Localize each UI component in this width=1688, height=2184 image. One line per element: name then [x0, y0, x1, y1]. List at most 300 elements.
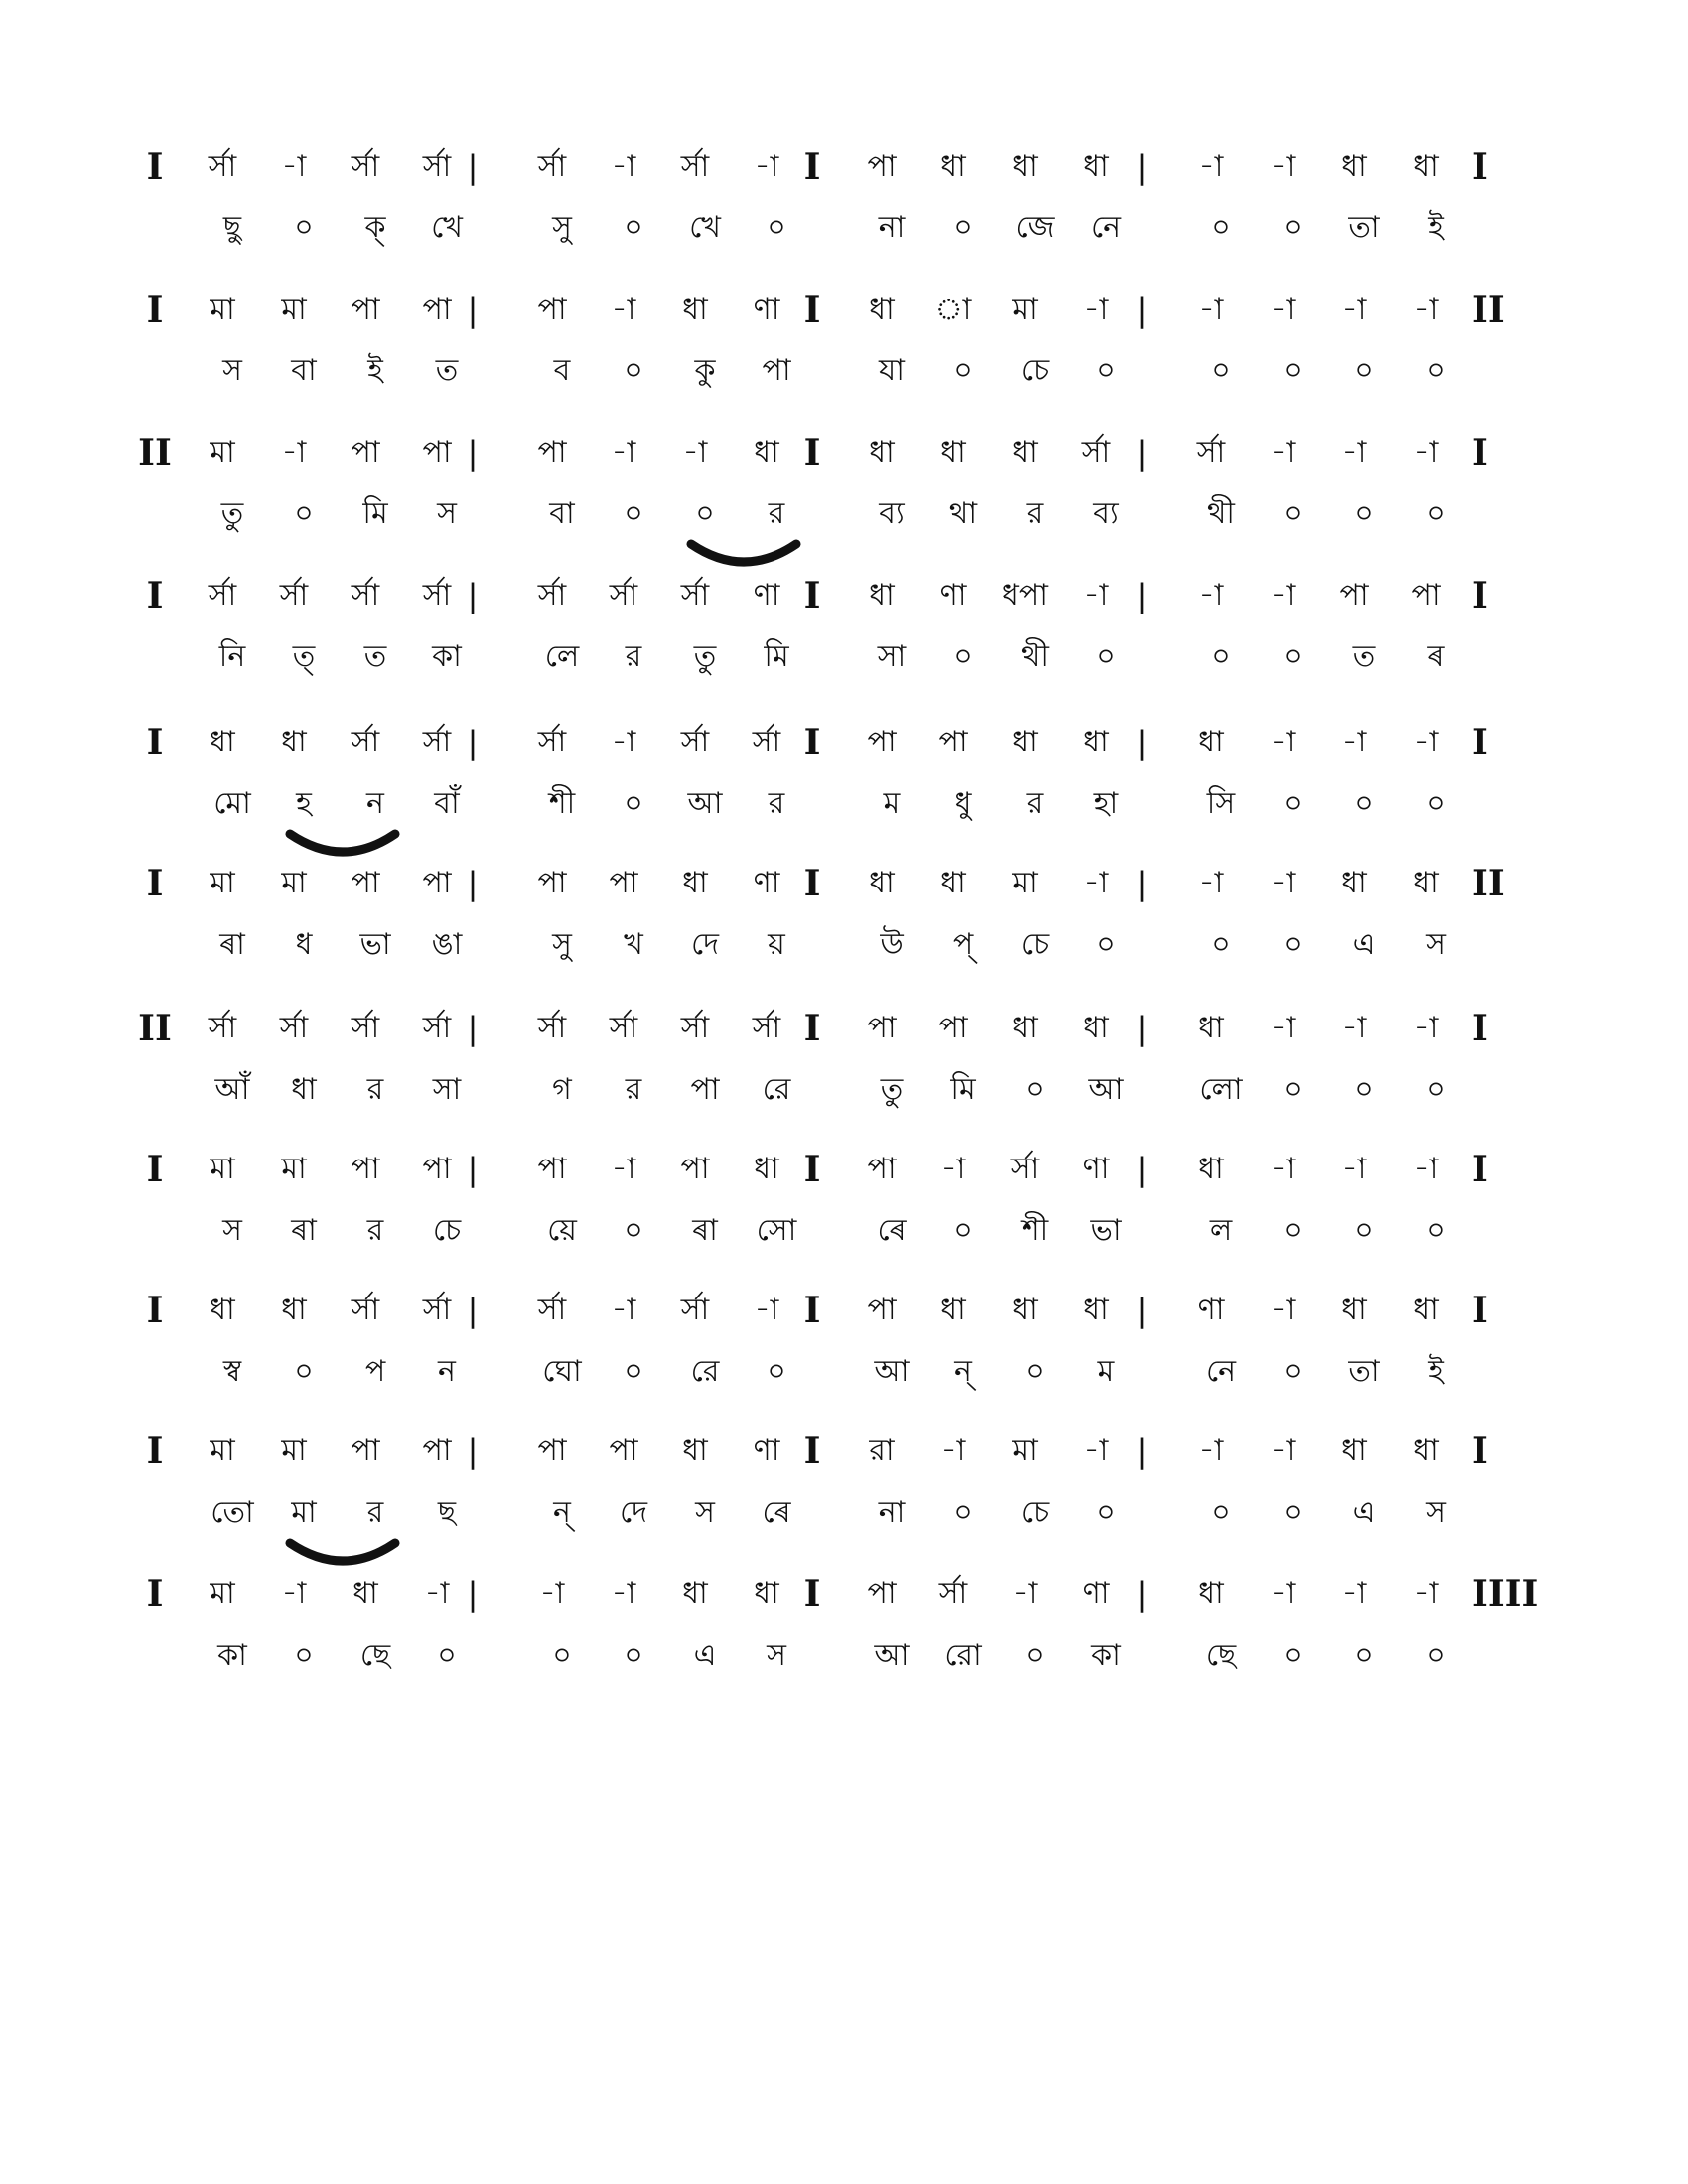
- note-cell: পা: [1339, 578, 1369, 613]
- lyric-syllable: আ: [687, 786, 723, 821]
- lyric-syllable: সু: [552, 927, 572, 962]
- note-cell: পা: [537, 292, 567, 327]
- lyric-syllable: স: [222, 1213, 242, 1248]
- note-cell: মা: [1012, 1433, 1038, 1468]
- lyric-syllable: ০: [294, 1638, 314, 1673]
- note-cell: ণা: [1082, 1576, 1110, 1611]
- note-cell: মা: [210, 1576, 235, 1611]
- lyric-syllable: স্ব: [222, 1354, 242, 1389]
- lyric-syllable: র: [625, 639, 642, 674]
- lyric-syllable: ছে: [1205, 1638, 1237, 1673]
- note-cell: ধা: [281, 1293, 307, 1327]
- lyric-syllable: স: [767, 1638, 786, 1673]
- lyric-syllable: ০: [953, 1213, 973, 1248]
- lyric-syllable: দে: [620, 1495, 647, 1530]
- lyric-syllable: স: [437, 496, 457, 531]
- note-cell: -া: [1270, 149, 1296, 184]
- end-barline: II: [1472, 289, 1505, 331]
- note-cell: পা: [351, 866, 380, 900]
- lyric-syllable: র: [768, 786, 785, 821]
- barline: |: [1136, 1575, 1148, 1613]
- lyric-syllable: ০: [1354, 496, 1374, 531]
- lyric-syllable: পা: [690, 1072, 720, 1107]
- note-cell: র্সা: [279, 578, 309, 613]
- lyric-syllable: মো: [213, 786, 251, 821]
- note-cell: -া: [1198, 1433, 1224, 1468]
- note-cell: পা: [422, 435, 452, 470]
- note-cell: পা: [867, 725, 897, 759]
- note-cell: র্সা: [351, 149, 380, 184]
- note-cell: -া: [424, 1576, 450, 1611]
- lyric-syllable: ০: [624, 353, 643, 388]
- note-cell: ধা: [1012, 1011, 1038, 1045]
- lyric-syllable: তা: [1348, 1354, 1380, 1389]
- start-barline: I: [146, 575, 164, 616]
- note-cell: পা: [609, 1433, 638, 1468]
- note-cell: -া: [1341, 725, 1367, 759]
- end-barline: I: [1472, 1290, 1488, 1331]
- swaralipi-row: [0, 1424, 1688, 1479]
- lyrics-row: [0, 343, 1688, 399]
- lyric-syllable: ব্য: [1093, 496, 1119, 531]
- start-barline: II: [138, 432, 172, 474]
- lyric-syllable: রে: [762, 1072, 791, 1107]
- lyric-syllable: ০: [1283, 1495, 1303, 1530]
- swaralipi-row: [0, 568, 1688, 623]
- note-cell: -া: [1270, 1576, 1296, 1611]
- lyric-syllable: ব্য: [879, 496, 905, 531]
- lyric-syllable: ম: [1097, 1354, 1115, 1389]
- lyric-syllable: না: [878, 1495, 906, 1530]
- end-barline: IIII: [1472, 1573, 1539, 1615]
- note-cell: র্সা: [351, 1011, 380, 1045]
- lyric-syllable: সু: [552, 210, 572, 245]
- note-cell: ধা: [1083, 725, 1109, 759]
- note-cell: -া: [1012, 1576, 1038, 1611]
- lyric-syllable: ৰে: [877, 1213, 907, 1248]
- note-cell: পা: [351, 1152, 380, 1186]
- lyric-syllable: হা: [1093, 786, 1119, 821]
- lyric-syllable: ০: [624, 1638, 643, 1673]
- lyric-syllable: ০: [1211, 210, 1231, 245]
- lyric-syllable: ই: [367, 353, 383, 388]
- lyric-syllable: ০: [1283, 1354, 1303, 1389]
- lyric-syllable: ০: [1283, 786, 1303, 821]
- lyric-syllable: ন্: [553, 1495, 571, 1530]
- lyric-syllable: ধু: [954, 786, 972, 821]
- lyric-syllable: ৰ: [1427, 639, 1445, 674]
- note-cell: -া: [1413, 725, 1439, 759]
- note-cell: -া: [1198, 149, 1224, 184]
- note-cell: -া: [1270, 1011, 1296, 1045]
- barline: I: [803, 1008, 821, 1049]
- note-cell: ণা: [1082, 1152, 1110, 1186]
- note-cell: র্সা: [537, 725, 567, 759]
- note-cell: র্সা: [1081, 435, 1111, 470]
- lyric-syllable: ০: [1426, 353, 1446, 388]
- barline: |: [1136, 577, 1148, 614]
- swaralipi-row: [0, 715, 1688, 770]
- lyric-syllable: লে: [544, 639, 580, 674]
- lyric-syllable: ক্: [364, 210, 386, 245]
- lyric-syllable: ০: [294, 496, 314, 531]
- lyrics-row: [0, 486, 1688, 542]
- lyric-syllable: যা: [879, 353, 905, 388]
- note-cell: র্সা: [279, 1011, 309, 1045]
- lyric-syllable: হ: [296, 786, 312, 821]
- end-barline: I: [1472, 1431, 1488, 1472]
- note-cell: র্সা: [1196, 435, 1226, 470]
- note-cell: -া: [682, 435, 708, 470]
- note-cell: -া: [281, 435, 307, 470]
- note-cell: -া: [1341, 1576, 1367, 1611]
- note-cell: -া: [1270, 435, 1296, 470]
- note-cell: ধা: [1083, 1293, 1109, 1327]
- barline: |: [467, 148, 479, 186]
- lyric-syllable: ০: [294, 210, 314, 245]
- lyric-syllable: ন: [438, 1354, 456, 1389]
- lyric-syllable: আঁ: [214, 1072, 250, 1107]
- notation-line: [0, 1142, 1688, 1291]
- lyric-syllable: ০: [552, 1638, 572, 1673]
- note-cell: ধা: [940, 1293, 966, 1327]
- note-cell: ধা: [210, 725, 235, 759]
- note-cell: পা: [867, 1152, 897, 1186]
- note-cell: ধপা: [1002, 578, 1048, 613]
- note-cell: পা: [422, 1152, 452, 1186]
- lyric-syllable: খে: [431, 210, 463, 245]
- lyric-syllable: ধ: [295, 927, 313, 962]
- lyric-syllable: না: [878, 210, 906, 245]
- note-cell: -া: [1270, 1293, 1296, 1327]
- lyric-syllable: ০: [953, 210, 973, 245]
- note-cell: র্সা: [351, 578, 380, 613]
- lyric-syllable: ৰা: [692, 1213, 718, 1248]
- lyric-syllable: ০: [1211, 927, 1231, 962]
- note-cell: -া: [754, 1293, 779, 1327]
- notation-line: [0, 1567, 1688, 1715]
- note-cell: র্সা: [680, 1011, 710, 1045]
- barline: |: [467, 724, 479, 761]
- note-cell: মা: [281, 1433, 307, 1468]
- lyric-syllable: ০: [1283, 1213, 1303, 1248]
- lyric-syllable: ০: [1283, 353, 1303, 388]
- note-cell: র্সা: [351, 725, 380, 759]
- note-cell: -া: [539, 1576, 565, 1611]
- note-cell: ধা: [1198, 1576, 1224, 1611]
- start-barline: I: [146, 1431, 164, 1472]
- note-cell: ণা: [1197, 1293, 1225, 1327]
- note-cell: র্সা: [938, 1576, 968, 1611]
- note-cell: মা: [281, 866, 307, 900]
- barline: |: [1136, 291, 1148, 329]
- note-cell: মা: [1012, 292, 1038, 327]
- lyric-syllable: বা: [549, 496, 575, 531]
- note-cell: পা: [938, 725, 968, 759]
- barline: I: [803, 146, 821, 188]
- notation-line: [0, 568, 1688, 717]
- note-cell: -া: [611, 1293, 636, 1327]
- end-barline: I: [1472, 146, 1488, 188]
- lyric-syllable: ০: [1096, 353, 1116, 388]
- note-cell: ধা: [1198, 725, 1224, 759]
- note-cell: র্সা: [680, 149, 710, 184]
- note-cell: ণা: [939, 578, 967, 613]
- lyric-syllable: ৰা: [219, 927, 245, 962]
- lyric-syllable: ০: [767, 1354, 786, 1389]
- lyric-syllable: র: [768, 496, 785, 531]
- lyric-syllable: র: [1026, 496, 1044, 531]
- note-cell: -া: [1413, 292, 1439, 327]
- note-cell: -া: [1270, 1152, 1296, 1186]
- note-cell: মা: [1012, 866, 1038, 900]
- note-cell: ধা: [1012, 435, 1038, 470]
- lyric-syllable: প: [364, 1354, 386, 1389]
- notation-line: [0, 282, 1688, 431]
- note-cell: পা: [938, 1011, 968, 1045]
- barline: |: [1136, 1010, 1148, 1047]
- note-cell: রা: [869, 1433, 895, 1468]
- note-cell: ধা: [1413, 149, 1439, 184]
- barline: |: [1136, 1151, 1148, 1188]
- end-barline: I: [1472, 1149, 1488, 1190]
- swaralipi-row: [0, 1283, 1688, 1338]
- lyric-syllable: দে: [691, 927, 719, 962]
- lyrics-row: [0, 629, 1688, 685]
- note-cell: -া: [1341, 1152, 1367, 1186]
- lyric-syllable: ঘো: [542, 1354, 582, 1389]
- lyric-syllable: ছে: [359, 1638, 391, 1673]
- note-cell: পা: [609, 866, 638, 900]
- lyric-syllable: কা: [432, 639, 462, 674]
- lyric-syllable: র: [366, 1213, 384, 1248]
- lyric-syllable: ০: [1096, 1495, 1116, 1530]
- lyric-syllable: ০: [1354, 1213, 1374, 1248]
- note-cell: ধা: [1413, 1433, 1439, 1468]
- lyric-syllable: ০: [1354, 786, 1374, 821]
- lyric-syllable: ০: [1354, 353, 1374, 388]
- lyrics-row: [0, 776, 1688, 832]
- lyric-syllable: চে: [1020, 1495, 1050, 1530]
- lyric-syllable: চে: [432, 1213, 462, 1248]
- note-cell: -া: [611, 149, 636, 184]
- barline: |: [467, 434, 479, 472]
- note-cell: পা: [351, 435, 380, 470]
- lyric-syllable: লো: [1199, 1072, 1243, 1107]
- note-cell: -া: [611, 1576, 636, 1611]
- barline: I: [803, 863, 821, 904]
- lyric-syllable: ৰে: [762, 1495, 791, 1530]
- note-cell: ধা: [352, 1576, 378, 1611]
- lyric-syllable: খ: [624, 927, 643, 962]
- note-cell: ধা: [869, 578, 895, 613]
- lyric-syllable: ০: [624, 1354, 643, 1389]
- note-cell: ধা: [281, 725, 307, 759]
- lyric-syllable: রো: [944, 1638, 982, 1673]
- barline: I: [803, 1431, 821, 1472]
- lyric-syllable: ০: [624, 496, 643, 531]
- note-cell: -া: [1270, 578, 1296, 613]
- note-cell: -া: [1413, 1576, 1439, 1611]
- note-cell: র্সা: [680, 1293, 710, 1327]
- lyric-syllable: নে: [1205, 1354, 1237, 1389]
- lyric-syllable: ০: [695, 496, 715, 531]
- lyrics-row: [0, 917, 1688, 973]
- lyric-syllable: ছ: [437, 1495, 457, 1530]
- lyrics-row: [0, 1344, 1688, 1400]
- lyric-syllable: প্: [952, 927, 974, 962]
- note-cell: পা: [422, 1433, 452, 1468]
- lyric-syllable: সো: [756, 1213, 797, 1248]
- note-cell: -া: [1198, 866, 1224, 900]
- lyric-syllable: ০: [1283, 639, 1303, 674]
- lyric-syllable: বা: [291, 353, 317, 388]
- note-cell: র্সা: [752, 725, 781, 759]
- note-cell: মা: [210, 866, 235, 900]
- barline: |: [1136, 1292, 1148, 1329]
- notation-line: [0, 856, 1688, 1005]
- barline: I: [803, 289, 821, 331]
- barline: |: [467, 291, 479, 329]
- lyric-syllable: কা: [1091, 1638, 1121, 1673]
- note-cell: -া: [1270, 1433, 1296, 1468]
- note-cell: পা: [351, 292, 380, 327]
- lyrics-row: [0, 201, 1688, 256]
- start-barline: I: [146, 863, 164, 904]
- lyrics-row: [0, 1628, 1688, 1684]
- note-cell: ধা: [1198, 1152, 1224, 1186]
- note-cell: া: [934, 292, 972, 327]
- lyric-syllable: জে: [1015, 210, 1055, 245]
- note-cell: ণা: [753, 292, 780, 327]
- lyric-syllable: ০: [1426, 786, 1446, 821]
- note-cell: -া: [1198, 292, 1224, 327]
- lyric-syllable: পা: [762, 353, 791, 388]
- note-cell: ধা: [1413, 1293, 1439, 1327]
- lyric-syllable: ০: [1426, 1213, 1446, 1248]
- lyrics-row: [0, 1203, 1688, 1259]
- lyric-syllable: ০: [1025, 1072, 1045, 1107]
- lyric-syllable: তা: [1348, 210, 1380, 245]
- lyric-syllable: ই: [1428, 1354, 1444, 1389]
- note-cell: ণা: [753, 1433, 780, 1468]
- note-cell: র্সা: [537, 1011, 567, 1045]
- lyric-syllable: সি: [1206, 786, 1236, 821]
- note-cell: মা: [210, 1433, 235, 1468]
- note-cell: -া: [611, 292, 636, 327]
- lyric-syllable: ত: [435, 353, 459, 388]
- swaralipi-row: [0, 1567, 1688, 1622]
- lyric-syllable: উ: [880, 927, 904, 962]
- note-cell: র্সা: [752, 1011, 781, 1045]
- note-cell: ধা: [754, 1152, 779, 1186]
- note-cell: ধা: [940, 866, 966, 900]
- note-cell: -া: [1270, 725, 1296, 759]
- note-cell: পা: [422, 866, 452, 900]
- note-cell: র্সা: [537, 578, 567, 613]
- note-cell: ধা: [210, 1293, 235, 1327]
- lyric-syllable: শী: [1021, 1213, 1049, 1248]
- lyric-syllable: র: [366, 1072, 384, 1107]
- lyric-syllable: ০: [953, 1495, 973, 1530]
- lyric-syllable: সা: [877, 639, 907, 674]
- lyric-syllable: ০: [624, 1213, 643, 1248]
- end-barline: I: [1472, 722, 1488, 763]
- note-cell: ধা: [1341, 149, 1367, 184]
- note-cell: র্সা: [537, 149, 567, 184]
- notation-line: [0, 715, 1688, 864]
- lyric-syllable: ০: [1211, 1495, 1231, 1530]
- note-cell: ধা: [869, 292, 895, 327]
- note-cell: -া: [940, 1152, 966, 1186]
- note-cell: মা: [281, 1152, 307, 1186]
- swaralipi-row: [0, 425, 1688, 480]
- lyric-syllable: স: [695, 1495, 715, 1530]
- note-cell: ধা: [682, 292, 708, 327]
- lyric-syllable: ল: [1209, 1213, 1233, 1248]
- start-barline: I: [146, 146, 164, 188]
- note-cell: পা: [867, 149, 897, 184]
- start-barline: I: [146, 1149, 164, 1190]
- note-cell: র্সা: [680, 725, 710, 759]
- note-cell: ধা: [869, 866, 895, 900]
- barline: |: [1136, 434, 1148, 472]
- note-cell: মা: [281, 292, 307, 327]
- barline: |: [467, 1433, 479, 1470]
- lyric-syllable: খে: [689, 210, 721, 245]
- note-cell: -া: [1270, 292, 1296, 327]
- lyric-syllable: ব: [553, 353, 571, 388]
- lyric-syllable: আ: [1088, 1072, 1124, 1107]
- lyric-syllable: চে: [1020, 353, 1050, 388]
- lyric-syllable: ০: [1283, 1072, 1303, 1107]
- note-cell: -া: [1413, 1152, 1439, 1186]
- lyric-syllable: স: [1426, 927, 1446, 962]
- lyric-syllable: ত্: [292, 639, 316, 674]
- note-cell: পা: [867, 1576, 897, 1611]
- lyric-syllable: মি: [362, 496, 388, 531]
- lyric-syllable: ম: [883, 786, 901, 821]
- lyric-syllable: মি: [764, 639, 789, 674]
- lyric-syllable: ভা: [1090, 1213, 1122, 1248]
- note-cell: ধা: [1083, 149, 1109, 184]
- barline: |: [467, 577, 479, 614]
- lyric-syllable: রে: [690, 1354, 720, 1389]
- lyric-syllable: য়: [768, 927, 785, 962]
- lyric-syllable: থী: [1206, 496, 1235, 531]
- note-cell: ধা: [1198, 1011, 1224, 1045]
- note-cell: র্সা: [351, 1293, 380, 1327]
- note-cell: র্সা: [422, 1293, 452, 1327]
- note-cell: ধা: [1341, 1433, 1367, 1468]
- lyric-syllable: ৰা: [291, 1213, 317, 1248]
- note-cell: পা: [537, 866, 567, 900]
- swaralipi-row: [0, 1001, 1688, 1056]
- lyric-syllable: ০: [1354, 1072, 1374, 1107]
- notation-line: [0, 139, 1688, 288]
- lyric-syllable: নে: [1090, 210, 1122, 245]
- lyric-syllable: তু: [693, 639, 717, 674]
- barline: |: [1136, 1433, 1148, 1470]
- note-cell: পা: [537, 435, 567, 470]
- note-cell: -া: [1270, 866, 1296, 900]
- note-cell: -া: [611, 725, 636, 759]
- notation-line: [0, 425, 1688, 574]
- swaralipi-row: [0, 856, 1688, 911]
- lyric-syllable: ০: [1283, 496, 1303, 531]
- barline: |: [1136, 724, 1148, 761]
- end-barline: I: [1472, 1008, 1488, 1049]
